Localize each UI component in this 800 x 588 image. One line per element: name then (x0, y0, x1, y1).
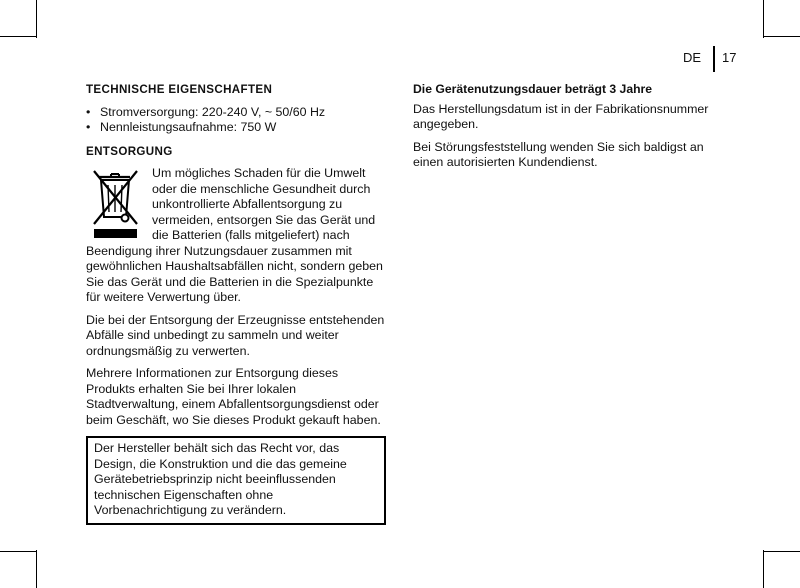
crop-mark (0, 36, 36, 37)
disposal-section (86, 166, 386, 306)
specs-list (86, 105, 386, 136)
disposal-text: Um mögliches Schaden für die Umwelt oder die menschliche Gesundheit durch unkontrollierte Abfallentsorgung zu vermeiden, entsorgen Sie das Gerät und die Batterien (falls mitgeliefert) nach Beendigung ihrer Nutzungsdauer zusammen mit gewöhnlichen Haushaltsabfällen nicht, sondern geben Sie das Gerät und die Batterien in die Spezialpunkte für weitere Verwertung über. (86, 166, 383, 304)
manufacture-date-text: Das Herstellungsdatum ist in der Fabrikationsnummer angegeben. (413, 101, 709, 131)
page-number: 17 (722, 50, 737, 65)
manufacturer-notice-box (86, 436, 386, 525)
left-column (86, 82, 386, 525)
language-code: DE (683, 50, 702, 65)
disposal-paragraph-information: Mehrere Informationen zur Entsorgung dieses Produkts erhalten Sie bei Ihrer lokalen Stadtverwaltung, einem Abfallentsorgungsdienst oder beim Geschäft, wo Sie dieses Produkt gekauft haben. (86, 366, 381, 427)
spec-item: • Nennleistungsaufnahme: 750 W (86, 120, 386, 136)
crossed-out-wheelie-bin-icon (90, 167, 142, 241)
header-separator (713, 46, 715, 72)
lifetime-heading: Die Gerätenutzungsdauer beträgt 3 Jahre (413, 82, 653, 96)
crop-mark (764, 551, 800, 552)
crop-mark (763, 550, 764, 588)
right-column (413, 82, 713, 178)
crop-mark (36, 550, 37, 588)
crop-mark (763, 0, 764, 38)
fault-service-text: Bei Störungsfeststellung wenden Sie sich baldigst an einen autorisierten Kundendienst. (413, 139, 704, 169)
crop-mark (764, 36, 800, 37)
crop-mark (36, 0, 37, 38)
disposal-heading: ENTSORGUNG (86, 144, 173, 158)
spec-item: • Stromversorgung: 220-240 V, ~ 50/60 Hz (86, 105, 386, 121)
tech-specs-heading: TECHNISCHE EIGENSCHAFTEN (86, 83, 273, 96)
crop-mark (0, 551, 36, 552)
disposal-paragraph-collection: Die bei der Entsorgung der Erzeugnisse entstehenden Abfälle sind unbedingt zu sammeln und weiter ordnungsmäßig zu verwerten. (86, 312, 385, 358)
manufacturer-notice-text: Der Hersteller behält sich das Recht vor, das Design, die Konstruktion und die das gemeine Gerätebetriebsprinzip nicht beeinflussenden technischen Eigenschaften ohne Vorbenachrichtigung zu verändern. (94, 441, 347, 517)
